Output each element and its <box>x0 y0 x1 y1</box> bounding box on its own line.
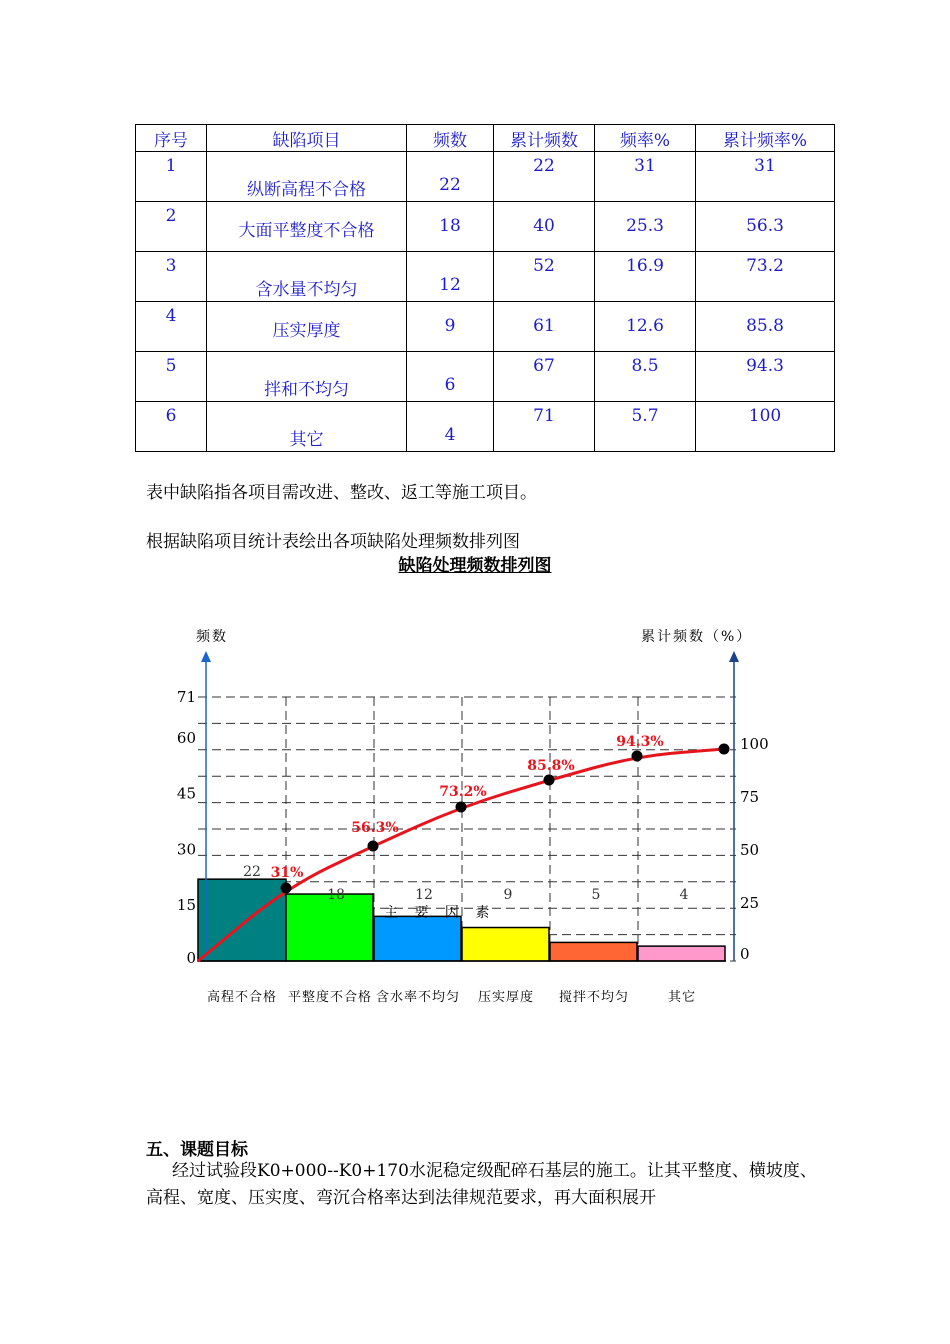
cumulative-point-5 <box>632 751 643 762</box>
bar-value-label: 5 <box>591 887 601 903</box>
cell-frequency-rate: 16.9 <box>626 256 664 276</box>
cell-cumulative-frequency: 67 <box>533 356 555 376</box>
y-tick-label: 15 <box>176 896 196 915</box>
bar-value-label: 12 <box>415 887 433 903</box>
header-frequency: 频数 <box>407 125 494 152</box>
cell-index: 1 <box>165 156 177 176</box>
cell-frequency-rate: 31 <box>634 156 656 176</box>
y2-tick-label: 25 <box>740 894 760 912</box>
cell-cumulative-rate: 56.3 <box>746 216 784 236</box>
cell-cumulative-rate: 85.8 <box>746 316 784 336</box>
y-tick-label: 30 <box>176 840 196 859</box>
bar-5 <box>550 942 637 961</box>
cell-defect-item: 其它 <box>289 430 324 450</box>
bar-2 <box>286 894 373 961</box>
cell-cumulative-frequency: 71 <box>533 406 555 426</box>
y-axis-title: 频数 <box>196 629 228 645</box>
header-index: 序号 <box>136 125 207 152</box>
y2-tick-label: 100 <box>740 735 769 753</box>
cell-cumulative-rate: 100 <box>748 406 782 426</box>
cumulative-point-2 <box>368 841 379 852</box>
cell-frequency: 4 <box>444 425 456 445</box>
cell-frequency-rate: 8.5 <box>631 356 659 376</box>
y2-tick-label: 50 <box>740 841 760 859</box>
header-cumulative-frequency: 累计频数 <box>494 125 595 152</box>
y-axis-right-arrow <box>729 651 739 662</box>
cumulative-point-1 <box>281 883 292 894</box>
x-category-label: 含水率不均匀 <box>375 990 461 1005</box>
x-category-label: 高程不合格 <box>206 990 278 1005</box>
cell-defect-item: 纵断高程不合格 <box>247 180 366 200</box>
bar-value-label: 9 <box>503 887 513 903</box>
cumulative-point-6 <box>719 744 730 755</box>
cell-cumulative-rate: 94.3 <box>746 356 784 376</box>
cell-defect-item: 大面平整度不合格 <box>238 221 375 241</box>
y-tick-label: 0 <box>186 949 196 967</box>
y-tick-label: 60 <box>176 728 196 747</box>
header-cumulative-rate: 累计频率% <box>696 125 835 152</box>
cell-defect-item: 拌和不均匀 <box>264 380 349 400</box>
cell-frequency-rate: 12.6 <box>626 316 664 336</box>
bar-6 <box>638 946 725 961</box>
cell-frequency: 6 <box>444 375 456 395</box>
cell-frequency: 12 <box>439 275 461 295</box>
y-tick-label: 71 <box>176 687 196 706</box>
cell-defect-item: 含水量不均匀 <box>255 280 358 300</box>
cell-frequency-rate: 5.7 <box>631 406 659 426</box>
cell-cumulative-frequency: 61 <box>533 316 555 336</box>
cumulative-percent-label: 85.8% <box>527 758 575 774</box>
main-factor-annotation: 主 要 因 素 <box>384 905 496 921</box>
table-note: 表中缺陷指各项目需改进、整改、返工等施工项目。 <box>146 483 537 503</box>
cell-frequency: 9 <box>444 316 456 336</box>
cell-index: 2 <box>165 206 177 226</box>
section-title: 五、课题目标 <box>146 1140 248 1160</box>
cell-frequency: 22 <box>439 175 461 195</box>
cumulative-percent-label: 56.3% <box>351 820 399 836</box>
cell-cumulative-frequency: 22 <box>533 156 555 176</box>
y-tick-label: 45 <box>176 784 196 803</box>
cell-frequency-rate: 25.3 <box>626 216 664 236</box>
x-category-label: 搅拌不均匀 <box>558 990 630 1005</box>
cumulative-percent-label: 73.2% <box>439 784 487 800</box>
chart-intro: 根据缺陷项目统计表绘出各项缺陷处理频数排列图 <box>146 532 520 552</box>
bar-4 <box>462 928 549 961</box>
cell-index: 6 <box>165 406 177 426</box>
cell-index: 4 <box>165 306 177 326</box>
cell-defect-item: 压实厚度 <box>272 321 341 341</box>
cell-cumulative-rate: 31 <box>754 156 776 176</box>
bar-3 <box>374 916 461 961</box>
cell-frequency: 18 <box>439 216 461 236</box>
cell-index: 5 <box>165 356 177 376</box>
x-category-label: 其它 <box>667 990 697 1005</box>
cell-index: 3 <box>165 256 177 276</box>
header-defect-item: 缺陷项目 <box>207 125 407 152</box>
chart-title: 缺陷处理频数排列图 <box>398 556 552 576</box>
y2-tick-label: 75 <box>740 788 760 806</box>
cumulative-point-4 <box>544 775 555 786</box>
section-body: 经过试验段K0+000--K0+170水泥稳定级配碎石基层的施工。让其平整度、横坡度、高程、宽度、压实度、弯沉合格率达到法律规范要求，再大面积展开 <box>146 1161 817 1208</box>
bar-value-label: 22 <box>243 864 261 880</box>
cell-cumulative-rate: 73.2 <box>746 256 784 276</box>
bar-value-label: 18 <box>327 887 345 903</box>
x-category-label: 平整度不合格 <box>287 990 373 1005</box>
cumulative-percent-label: 31% <box>270 865 304 881</box>
y-axis-left-arrow <box>201 651 211 662</box>
cumulative-percent-label: 94.3% <box>616 734 664 750</box>
cumulative-point-3 <box>456 802 467 813</box>
header-frequency-rate: 频率% <box>595 125 696 152</box>
bar-value-label: 4 <box>679 887 689 903</box>
cell-cumulative-frequency: 40 <box>533 216 555 236</box>
y2-tick-label: 0 <box>740 945 750 963</box>
y2-axis-title: 累计频数（%） <box>641 629 753 645</box>
cell-cumulative-frequency: 52 <box>533 256 555 276</box>
x-category-label: 压实厚度 <box>477 990 535 1005</box>
